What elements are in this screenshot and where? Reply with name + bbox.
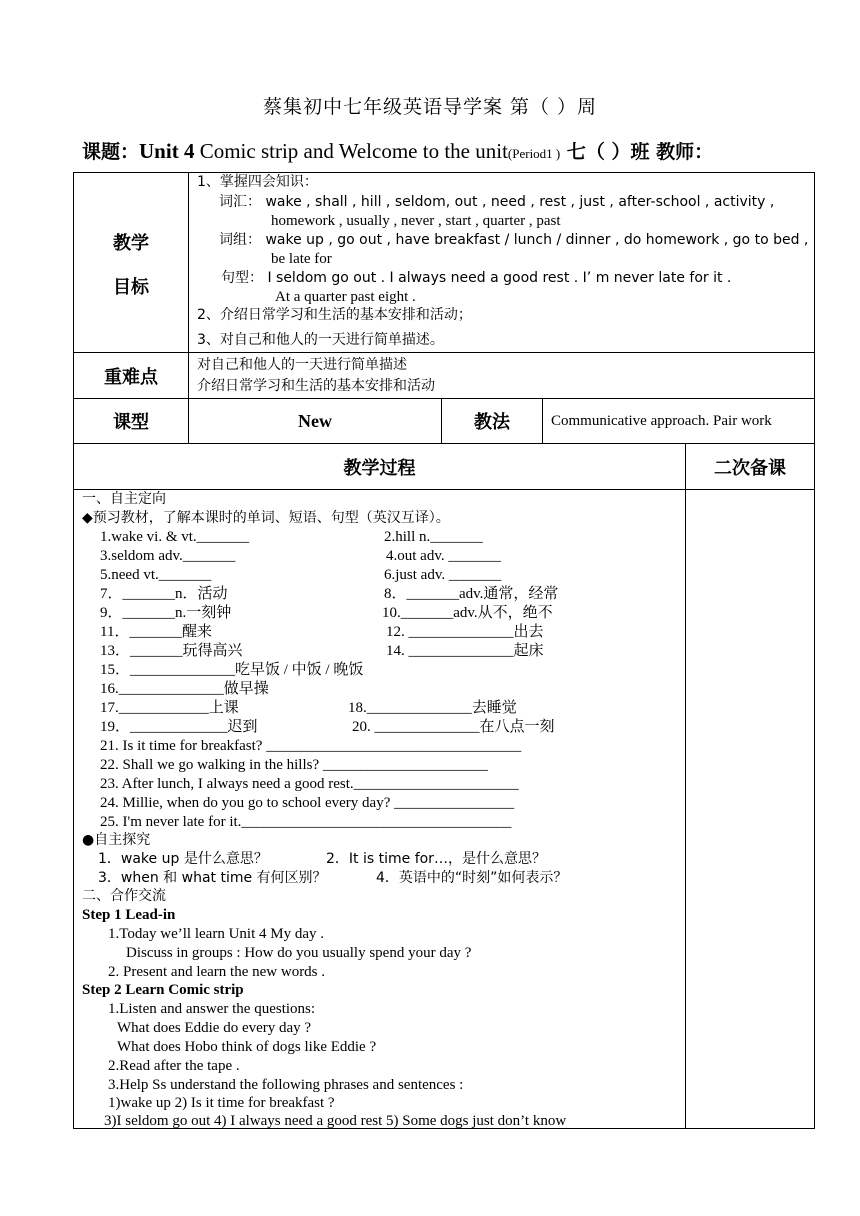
translation-item: 21. Is it time for breakfast? __________________________________ (100, 738, 522, 754)
exercise-item: 17.____________上课 (100, 700, 239, 716)
exercise-item: 9．_______n.一刻钟 (100, 605, 232, 621)
vocab-line: 词汇： wake , shall , hill , seldom, out , need , rest , just , after-school , activity , (219, 194, 775, 210)
exercise-item: 10._______adv.从不，绝不 (382, 605, 553, 621)
step-heading: Step 2 Learn Comic strip (82, 982, 244, 998)
objective-line: 1、掌握四会知识： (197, 174, 318, 190)
lesson-subject (82, 137, 842, 164)
exercise-item: 19．_____________迟到 (100, 719, 258, 735)
translation-item: 23. After lunch, I always need a good rest.______________________ (100, 776, 519, 792)
key-points-label: 重难点 (73, 352, 189, 399)
step-line: What does Eddie do every day ? (117, 1020, 312, 1036)
exercise-item: 13．_______玩得高兴 (100, 643, 243, 659)
phrase-line: 词组： wake up , go out , have breakfast / lunch / dinner , do homework , go to bed , (219, 232, 809, 248)
step-line: Discuss in groups : How do you usually spend your day ? (126, 945, 472, 961)
exercise-item: 11．_______醒来 (100, 624, 212, 640)
step-line: 2.Read after the tape . (108, 1058, 240, 1074)
exercise-item: 2.hill n._______ (384, 529, 483, 545)
question-item: 1．wake up 是什么意思？ (98, 851, 268, 867)
objective-line: 2、介绍日常学习和生活的基本安排和活动； (197, 307, 472, 323)
lesson-type-label: 课型 (73, 398, 189, 444)
exercise-item: 8．_______adv.通常，经常 (384, 586, 559, 602)
step-line: 1.Today we’ll learn Unit 4 My day . (108, 926, 324, 942)
page-title: 蔡集初中七年级英语导学案 第（ ）周 (262, 96, 598, 118)
objectives-label-1: 教学 (113, 233, 149, 254)
step-line: 3)I seldom go out 4) I always need a good rest 5) Some dogs just don’t know (104, 1113, 567, 1129)
subject-period: (Period1 ) (507, 146, 561, 161)
lesson-type-value (188, 398, 442, 444)
objective-line: 3、对自己和他人的一天进行简单描述。 (197, 332, 444, 348)
lesson-type-text: New (298, 410, 332, 431)
exercise-item: 16.______________做早操 (100, 681, 269, 697)
process-content (73, 489, 686, 1129)
subject-unit: Unit 4 (139, 139, 195, 163)
exercise-item: 15．______________吃早饭 / 中饭 / 晚饭 (100, 662, 364, 678)
method-text: Communicative approach. Pair work (551, 412, 772, 429)
step-line: 1.Listen and answer the questions: (108, 1001, 316, 1017)
step-heading: Step 1 Lead-in (82, 907, 176, 923)
objectives-content-cell (188, 172, 815, 353)
method-value (542, 398, 815, 444)
exercise-item: 18.______________去睡觉 (348, 700, 517, 716)
subject-name: Comic strip and Welcome to the unit (194, 139, 508, 163)
exercise-item: 20. ______________在八点一刻 (352, 719, 555, 735)
exercise-item: 12. ______________出去 (386, 624, 544, 640)
method-label: 教法 (441, 398, 543, 444)
section-heading: 二、合作交流 (82, 888, 166, 904)
objective-phrases (219, 231, 808, 249)
step-line: What does Hobo think of dogs like Eddie ? (117, 1039, 377, 1055)
question-item: 2．It is time for…，是什么意思？ (326, 851, 546, 867)
objective-sentences (221, 269, 731, 287)
notes-column (685, 489, 815, 1129)
objective-line: be late for (271, 251, 332, 267)
sentence-line: 句型： I seldom go out . I always need a good rest . I’ m never late for it . (221, 270, 732, 286)
question-item: 3．when 和 what time 有何区别？ (98, 870, 327, 886)
exercise-item: 6.just adv. _______ (384, 567, 502, 583)
step-line: 2. Present and learn the new words . (108, 964, 326, 980)
translation-item: 22. Shall we go walking in the hills? ______________________ (100, 757, 488, 773)
exercise-item: 4.out adv. _______ (386, 548, 501, 564)
objective-line: homework , usually , never , start , quarter , past (271, 213, 561, 229)
objective-vocab (219, 193, 774, 211)
translation-item: 24. Millie, when do you go to school every day? ________________ (100, 795, 515, 811)
subject-label: 课题： (82, 141, 140, 163)
objective-line: At a quarter past eight . (275, 289, 416, 305)
key-point-line: 介绍日常学习和生活的基本安排和活动 (197, 378, 435, 394)
key-point-line: 对自己和他人的一天进行简单描述 (197, 357, 407, 373)
translation-item: 25. I'm never late for it.____________________________________ (100, 814, 512, 830)
question-item: 4．英语中的“时刻”如何表示？ (376, 870, 568, 886)
exercise-item: 3.seldom adv._______ (100, 548, 236, 564)
exercise-item: 7．_______n．活动 (100, 586, 228, 602)
instruction-line: ◆预习教材，了解本课时的单词、短语、句型（英汉互译）。 (82, 510, 450, 526)
step-line: 3.Help Ss understand the following phrases and sentences : (108, 1077, 464, 1093)
exercise-item: 14. ______________起床 (386, 643, 544, 659)
section-heading: ●自主探究 (82, 832, 151, 848)
notes-header: 二次备课 (685, 443, 815, 490)
process-header: 教学过程 (73, 443, 686, 490)
step-line: 1)wake up 2) Is it time for breakfast ? (108, 1095, 335, 1111)
exercise-item: 5.need vt._______ (100, 567, 212, 583)
subject-class-teacher: 七（ ）班 教师： (560, 141, 714, 163)
exercise-item: 1.wake vi. & vt._______ (100, 529, 250, 545)
objectives-label-cell (73, 172, 189, 353)
key-points-content (188, 352, 815, 399)
objectives-label-2: 目标 (113, 277, 149, 298)
section-heading: 一、自主定向 (82, 491, 166, 507)
